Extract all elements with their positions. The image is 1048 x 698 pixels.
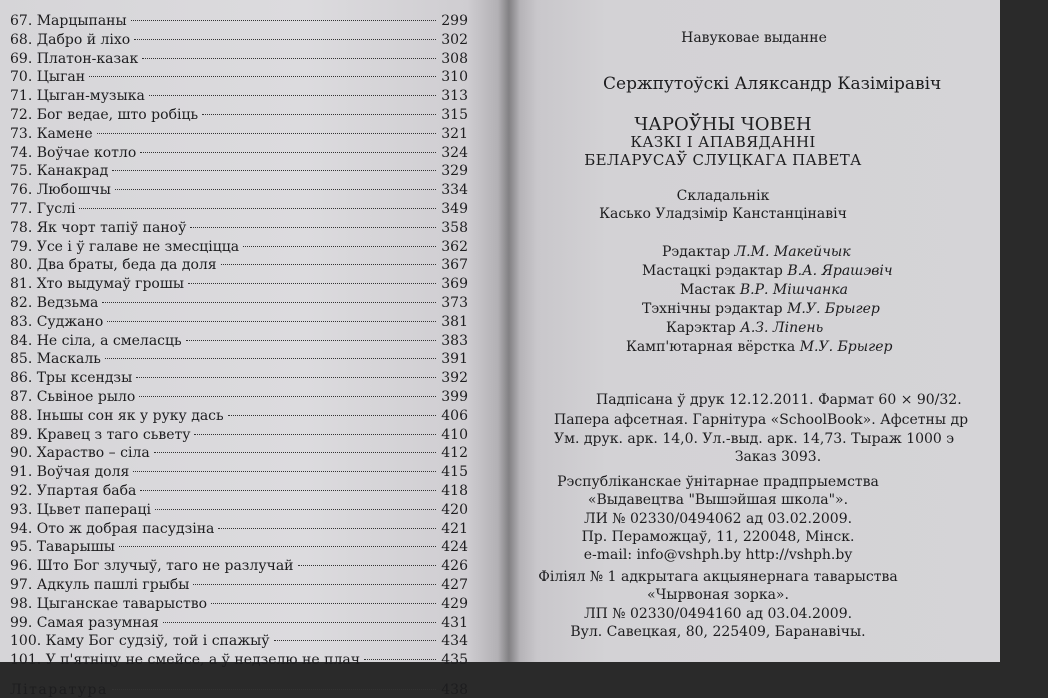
toc-entry-page: 299 xyxy=(441,13,468,29)
toc-entry xyxy=(10,444,468,463)
toc-entry-page: 324 xyxy=(441,144,468,161)
toc-leader-dots xyxy=(97,132,436,134)
toc-entry-page: 358 xyxy=(441,219,468,236)
toc-entry-title: 71. Цыган-музыка xyxy=(10,88,145,105)
toc-entry-page: 349 xyxy=(441,200,468,217)
toc-entry-title: 68. Дабро й ліхо xyxy=(10,31,131,48)
toc-entry-title: 82. Ведзьма xyxy=(10,294,99,311)
toc-entry-page: 321 xyxy=(441,125,468,142)
credit-name: А.З. Ліпень xyxy=(740,320,824,336)
toc-entry xyxy=(10,482,468,501)
toc-entry-title: 72. Бог ведае, што робіць xyxy=(10,106,199,123)
toc-leader-dots xyxy=(133,470,436,472)
toc-leader-dots xyxy=(190,226,436,228)
toc-entry-page: 415 xyxy=(441,464,468,481)
publisher-line-1: Рэспубліканскае ўнітарнае прадпрыемства xyxy=(557,474,879,490)
toc-entry-title: 86. Тры ксендзы xyxy=(10,370,133,387)
toc-entry-title: 73. Камене xyxy=(10,125,93,142)
toc-leader-dots xyxy=(364,658,436,660)
toc-entry xyxy=(10,313,468,332)
toc-entry xyxy=(10,520,468,539)
toc-entry-page: 391 xyxy=(441,351,468,368)
toc-entry xyxy=(10,632,468,651)
toc-entry xyxy=(10,87,468,106)
toc-entry-page: 315 xyxy=(441,106,468,123)
toc-entry xyxy=(10,388,468,407)
toc-leader-dots xyxy=(142,57,436,59)
author-name: Сержпутоўскі Аляксандр Казіміравіч xyxy=(603,74,942,94)
toc-leader-dots xyxy=(155,508,436,510)
toc-leader-dots xyxy=(163,621,436,623)
book-title: ЧАРОЎНЫ ЧОВЕН xyxy=(634,114,812,135)
credit-line xyxy=(666,320,823,336)
imprint-page xyxy=(508,0,1000,662)
toc-leader-dots xyxy=(149,94,436,96)
toc-entry-title: 93. Цьвет папераці xyxy=(10,501,151,518)
toc-entry xyxy=(10,350,468,369)
toc-entry-page: 418 xyxy=(441,482,468,499)
toc-entry-page: 427 xyxy=(441,576,468,593)
toc-leader-dots xyxy=(107,320,436,322)
toc-entry-title: 101. У п'ятніцу не смейсе, а ў недзелю не плач xyxy=(10,652,360,669)
toc-entry-title: 94. Ото ж добрая пасудзіна xyxy=(10,520,215,537)
toc-leader-dots xyxy=(274,639,437,641)
toc-entry-page: 410 xyxy=(441,426,468,443)
toc-entry xyxy=(10,369,468,388)
address-2: Вул. Савецкая, 80, 225409, Баранавічы. xyxy=(570,624,866,640)
toc-page xyxy=(0,0,508,698)
toc-leader-dots xyxy=(218,527,436,529)
toc-entry xyxy=(10,238,468,257)
toc-entry-page: 392 xyxy=(441,370,468,387)
toc-entry xyxy=(10,614,468,633)
toc-entry xyxy=(10,50,468,69)
toc-list xyxy=(10,12,468,670)
toc-leader-dots xyxy=(112,689,436,690)
toc-entry-title: 84. Не сіла, а смеласць xyxy=(10,332,182,349)
book-gutter xyxy=(498,0,520,662)
toc-entry-title: 97. Адкуль пашлі грыбы xyxy=(10,576,190,593)
credit-line xyxy=(642,301,880,317)
credit-role: Мастацкі рэдактар xyxy=(642,263,783,279)
toc-entry xyxy=(10,31,468,50)
toc-entry-title: 89. Кравец з таго сьвету xyxy=(10,426,191,443)
toc-leader-dots xyxy=(134,38,436,40)
book-subtitle-1: КАЗКІ І АПАВЯДАННІ xyxy=(630,133,816,151)
toc-leader-dots xyxy=(243,245,436,247)
book-subtitle-2: БЕЛАРУСАЎ СЛУЦКАГА ПАВЕТА xyxy=(584,151,862,169)
toc-leader-dots xyxy=(140,489,436,491)
toc-leader-dots xyxy=(221,263,436,265)
toc-entry-page: 426 xyxy=(441,558,468,575)
toc-literature-page: 438 xyxy=(441,681,468,698)
toc-entry-page: 434 xyxy=(441,633,468,650)
toc-entry-title: 75. Канакрад xyxy=(10,163,109,180)
toc-entry-page: 429 xyxy=(441,595,468,612)
print-info-3: Ум. друк. арк. 14,0. Ул.-выд. арк. 14,73. Тыраж 1000 э xyxy=(554,431,955,447)
toc-entry-title: 85. Маскаль xyxy=(10,351,101,368)
toc-leader-dots xyxy=(89,75,436,77)
toc-entry-title: 83. Суджано xyxy=(10,313,104,330)
credit-name: Л.М. Макейчык xyxy=(734,244,851,260)
toc-leader-dots xyxy=(131,19,436,21)
toc-entry-title: 90. Хараство – сіла xyxy=(10,445,150,462)
toc-entry-page: 313 xyxy=(441,88,468,105)
credit-role: Мастак xyxy=(680,282,736,298)
order-number: Заказ 3093. xyxy=(734,449,822,465)
toc-entry-page: 367 xyxy=(441,257,468,274)
toc-entry xyxy=(10,219,468,238)
address-1: Пр. Пераможцаў, 11, 220048, Мінск. xyxy=(581,529,855,545)
toc-entry xyxy=(10,501,468,520)
credit-line xyxy=(662,244,851,260)
toc-leader-dots xyxy=(112,169,436,171)
toc-entry xyxy=(10,576,468,595)
toc-entry-page: 329 xyxy=(441,163,468,180)
toc-entry-page: 302 xyxy=(441,31,468,48)
toc-entry-title: 79. Усе і ў галаве не змесціцца xyxy=(10,238,240,255)
toc-entry xyxy=(10,106,468,125)
toc-entry xyxy=(10,275,468,294)
branch-line-1: Філіял № 1 адкрытага акцыянернага таварыства xyxy=(538,569,898,585)
toc-leader-dots xyxy=(140,151,436,153)
toc-entry xyxy=(10,294,468,313)
toc-leader-dots xyxy=(115,188,436,190)
toc-entry-title: 88. Іньшы сон як у руку дась xyxy=(10,407,224,424)
toc-entry xyxy=(10,595,468,614)
toc-entry-page: 383 xyxy=(441,332,468,349)
credit-line xyxy=(642,263,893,279)
toc-entry-title: 100. Каму Бог судзіў, той і спажыў xyxy=(10,633,270,650)
toc-leader-dots xyxy=(298,564,437,566)
credit-name: В.А. Ярашэвіч xyxy=(787,263,893,279)
toc-entry xyxy=(10,407,468,426)
toc-entry-title: 78. Як чорт тапіў паноў xyxy=(10,219,187,236)
license-2: ЛП № 02330/0494160 ад 03.04.2009. xyxy=(583,606,853,622)
toc-entry-title: 74. Воўчае котло xyxy=(10,144,137,161)
toc-entry-page: 421 xyxy=(441,520,468,537)
toc-entry xyxy=(10,68,468,87)
toc-entry-page: 420 xyxy=(441,501,468,518)
toc-entry-title: 98. Цыганскае таварыство xyxy=(10,595,208,612)
toc-entry-title: 70. Цыган xyxy=(10,69,86,86)
toc-entry-page: 310 xyxy=(441,69,468,86)
toc-entry-title: 67. Марцыпаны xyxy=(10,13,127,29)
toc-leader-dots xyxy=(102,301,436,303)
toc-leader-dots xyxy=(211,602,436,604)
toc-leader-dots xyxy=(202,113,436,115)
branch-line-2: «Чырвоная зорка». xyxy=(647,587,789,603)
toc-leader-dots xyxy=(139,395,436,397)
credit-role: Тэхнічны рэдактар xyxy=(642,301,783,317)
toc-leader-dots xyxy=(105,357,436,359)
credit-line xyxy=(626,339,893,355)
credit-name: М.У. Брыгер xyxy=(787,301,880,317)
toc-entry-title: 77. Гуслі xyxy=(10,200,76,217)
credit-role: Рэдактар xyxy=(662,244,731,260)
toc-entry xyxy=(10,557,468,576)
toc-entry-page: 373 xyxy=(441,294,468,311)
credit-role: Камп'ютарная вёрстка xyxy=(626,339,796,355)
toc-leader-dots xyxy=(193,583,436,585)
toc-entry-title: 69. Платон-казак xyxy=(10,50,139,67)
toc-leader-dots xyxy=(228,414,436,416)
toc-entry xyxy=(10,12,468,31)
credit-name: М.У. Брыгер xyxy=(799,339,893,355)
toc-entry xyxy=(10,538,468,557)
toc-entry xyxy=(10,426,468,445)
toc-leader-dots xyxy=(188,282,436,284)
toc-entry-title: 96. Што Бог злучыў, таго не разлучай xyxy=(10,558,294,575)
credit-role: Карэктар xyxy=(666,320,736,336)
toc-entry xyxy=(10,181,468,200)
toc-leader-dots xyxy=(119,545,436,547)
toc-entry-page: 362 xyxy=(441,238,468,255)
toc-entry xyxy=(10,256,468,275)
toc-entry-page: 406 xyxy=(441,407,468,424)
print-info-2: Папера афсетная. Гарнітура «SchoolBook». Афсетны др xyxy=(554,412,969,428)
toc-entry xyxy=(10,332,468,351)
toc-entry-title: 76. Любошчы xyxy=(10,182,111,199)
edition-type: Навуковае выданне xyxy=(681,30,827,46)
toc-entry xyxy=(10,162,468,181)
toc-entry-page: 399 xyxy=(441,388,468,405)
credit-line xyxy=(680,282,848,298)
toc-entry-title: 80. Два браты, беда да доля xyxy=(10,257,217,274)
toc-entry-page: 435 xyxy=(441,652,468,669)
publisher-line-2: «Выдавецтва "Вышэйшая школа"». xyxy=(587,492,849,508)
print-info-1: Падпісана ў друк 12.12.2011. Фармат 60 × 90/32. xyxy=(596,392,962,408)
toc-entry-title: 87. Сьвіное рыло xyxy=(10,388,136,405)
toc-leader-dots xyxy=(136,376,436,378)
toc-entry-title: 91. Воўчая доля xyxy=(10,464,130,481)
toc-entry-page: 334 xyxy=(441,182,468,199)
toc-entry xyxy=(10,463,468,482)
compiler-name: Касько Уладзімір Канстанцінавіч xyxy=(599,206,847,222)
toc-leader-dots xyxy=(79,207,436,209)
toc-entry-page: 381 xyxy=(441,313,468,330)
toc-entry-page: 431 xyxy=(441,614,468,631)
toc-literature-row xyxy=(10,682,468,698)
toc-leader-dots xyxy=(194,433,436,435)
compiler-label: Складальнік xyxy=(676,188,770,204)
toc-entry-title: 99. Самая разумная xyxy=(10,614,159,631)
toc-entry xyxy=(10,144,468,163)
toc-entry-title: 95. Таварышы xyxy=(10,539,115,556)
contacts: e-mail: info@vshph.by http://vshph.by xyxy=(583,547,853,563)
toc-leader-dots xyxy=(186,339,436,341)
toc-entry-page: 412 xyxy=(441,445,468,462)
toc-entry xyxy=(10,651,468,670)
credit-name: В.Р. Мішчанка xyxy=(739,282,848,298)
toc-leader-dots xyxy=(154,451,436,453)
toc-entry xyxy=(10,125,468,144)
toc-entry-page: 369 xyxy=(441,276,468,293)
license-1: ЛИ № 02330/0494062 ад 03.02.2009. xyxy=(583,511,853,527)
toc-entry-page: 308 xyxy=(441,50,468,67)
toc-entry-page: 424 xyxy=(441,539,468,556)
toc-entry xyxy=(10,200,468,219)
toc-entry-title: 81. Хто выдумаў грошы xyxy=(10,276,184,293)
toc-entry-title: 92. Упартая баба xyxy=(10,482,137,499)
toc-literature-title: Літаратура xyxy=(10,681,108,698)
